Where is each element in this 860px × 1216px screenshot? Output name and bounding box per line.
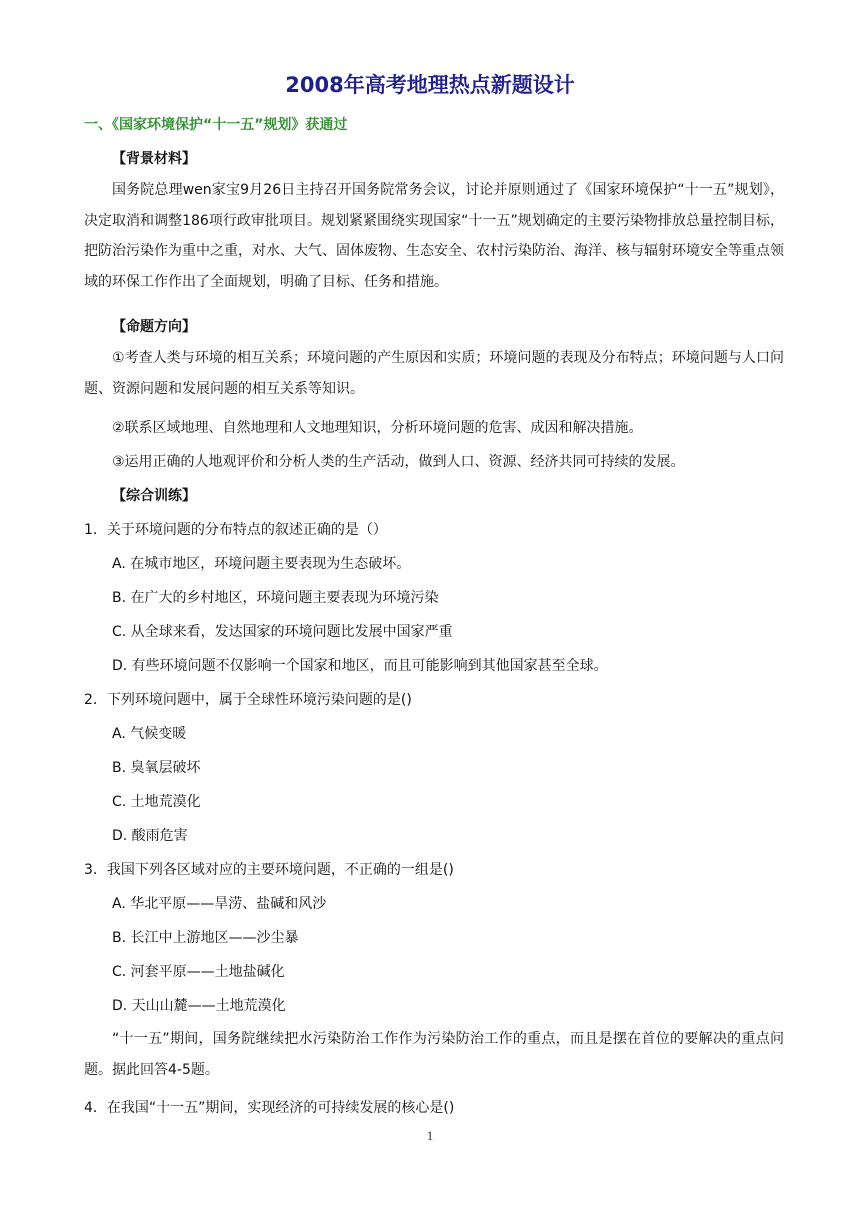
question-option: C. 土地荒漠化	[112, 794, 201, 810]
background-label: 【背景材料】	[112, 151, 196, 167]
question-option: D. 酸雨危害	[112, 828, 188, 844]
question-option: B. 臭氧层破坏	[112, 760, 201, 776]
background-text: 国务院总理wen家宝9月26日主持召开国务院常务会议，讨论并原则通过了《国家环境保护“十一五”规划》，决定取消和调整186项行政审批项目。规划紧紧围绕实现国家“十一五”规划确定的主要污染物排放总量控制目标，把防治污染作为重中之重，对水、大气、固体废物、生态安全、农村污染防治、海洋、核与辐射环境安全等重点领域的环保工作作出了全面规划，明确了目标、任务和措施。	[84, 182, 784, 290]
passage-text: “十一五”期间，国务院继续把水污染防治工作作为污染防治工作的重点，而且是摆在首位的要解决的重点问题。据此回答4-5题。	[84, 1031, 784, 1078]
question-option: A. 在城市地区，环境问题主要表现为生态破坏。	[112, 556, 411, 572]
question-stem: 4．在我国“十一五”期间，实现经济的可持续发展的核心是()	[84, 1100, 455, 1116]
page-title: 2008年高考地理热点新题设计	[285, 73, 575, 97]
direction-item: ①考查人类与环境的相互关系；环境问题的产生原因和实质；环境问题的表现及分布特点；环境问题与人口问题、资源问题和发展问题的相互关系等知识。	[84, 350, 784, 397]
question-stem: 1．关于环境问题的分布特点的叙述正确的是（）	[84, 522, 387, 538]
question-option: D. 有些环境问题不仅影响一个国家和地区，而且可能影响到其他国家甚至全球。	[112, 658, 608, 674]
question-option: D. 天山山麓——土地荒漠化	[112, 998, 286, 1014]
question-option: C. 从全球来看，发达国家的环境问题比发展中国家严重	[112, 624, 453, 640]
question-stem: 2．下列环境问题中，属于全球性环境污染问题的是()	[84, 692, 412, 708]
direction-item: ②联系区域地理、自然地理和人文地理知识，分析环境问题的危害、成因和解决措施。	[112, 420, 643, 436]
question-option: A. 气候变暖	[112, 726, 187, 742]
question-option: A. 华北平原——旱涝、盐碱和风沙	[112, 896, 327, 912]
question-option: B. 在广大的乡村地区，环境问题主要表现为环境污染	[112, 590, 439, 606]
direction-label: 【命题方向】	[112, 319, 196, 335]
page-number: 1	[426, 1128, 434, 1143]
question-option: C. 河套平原——土地盐碱化	[112, 964, 285, 980]
question-option: B. 长江中上游地区——沙尘暴	[112, 930, 299, 946]
training-label: 【综合训练】	[112, 488, 196, 504]
direction-item: ③运用正确的人地观评价和分析人类的生产活动，做到人口、资源、经济共同可持续的发展。	[112, 454, 685, 470]
question-stem: 3．我国下列各区域对应的主要环境问题，不正确的一组是()	[84, 862, 454, 878]
section-heading: 一、《国家环境保护“十一五”规划》获通过	[84, 117, 348, 133]
